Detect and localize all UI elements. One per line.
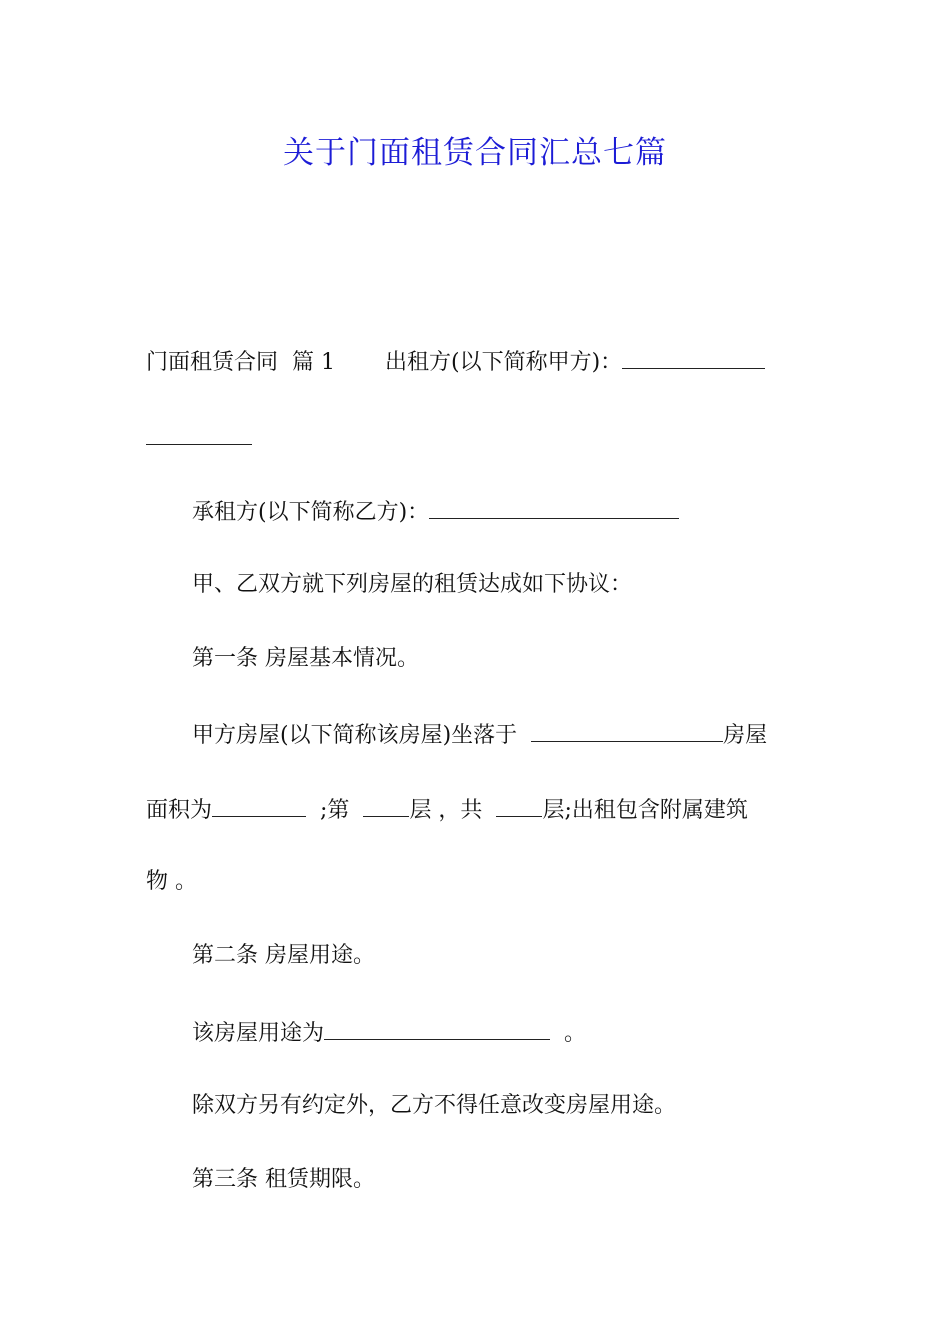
lessor-blank bbox=[622, 342, 765, 369]
usage-period: 。 bbox=[564, 1021, 587, 1046]
floor-blank bbox=[363, 790, 409, 817]
clause2-line2: 除双方另有约定外，乙方不得任意改变房屋用途。 bbox=[192, 1093, 677, 1118]
total-floors-blank bbox=[496, 790, 542, 817]
lessor-blank-continuation-line bbox=[146, 418, 810, 457]
clause1-title: 第一条 房屋基本情况。 bbox=[192, 646, 419, 671]
location-blank bbox=[531, 715, 723, 742]
clause1-line3: 物 。 bbox=[146, 869, 197, 894]
lessor-label: 出租方(以下简称甲方)： bbox=[385, 350, 623, 375]
clause1-line1 bbox=[192, 715, 856, 754]
house-label: 房屋 bbox=[723, 723, 768, 748]
usage-blank bbox=[324, 1013, 550, 1040]
clause1-line2 bbox=[146, 790, 810, 829]
clause3-title: 第三条 租赁期限。 bbox=[192, 1167, 375, 1192]
floor-label: ;第 bbox=[320, 798, 350, 823]
usage-label: 该房屋用途为 bbox=[192, 1021, 325, 1046]
location-label: 甲方房屋(以下简称该房屋)坐落于 bbox=[192, 723, 518, 748]
clause2-line1 bbox=[192, 1013, 856, 1052]
article-label: 篇 1 bbox=[292, 350, 336, 375]
area-blank bbox=[212, 790, 306, 817]
area-label: 面积为 bbox=[146, 798, 213, 823]
clause2-title: 第二条 房屋用途。 bbox=[192, 943, 375, 968]
section-heading: 门面租赁合同 bbox=[146, 350, 279, 375]
agreement-paragraph: 甲、乙双方就下列房屋的租赁达成如下协议： bbox=[192, 572, 633, 597]
lessee-line bbox=[192, 492, 856, 531]
total-floors-label: 层 ，共 bbox=[409, 798, 483, 823]
lessee-blank bbox=[429, 492, 679, 519]
lessor-blank-continued bbox=[146, 418, 252, 445]
document-title: 关于门面租赁合同汇总七篇 bbox=[283, 135, 667, 171]
attached-buildings-label: 层;出租包含附属建筑 bbox=[542, 798, 748, 823]
section-heading-line bbox=[146, 342, 810, 381]
lessee-label: 承租方(以下简称乙方)： bbox=[192, 500, 430, 525]
